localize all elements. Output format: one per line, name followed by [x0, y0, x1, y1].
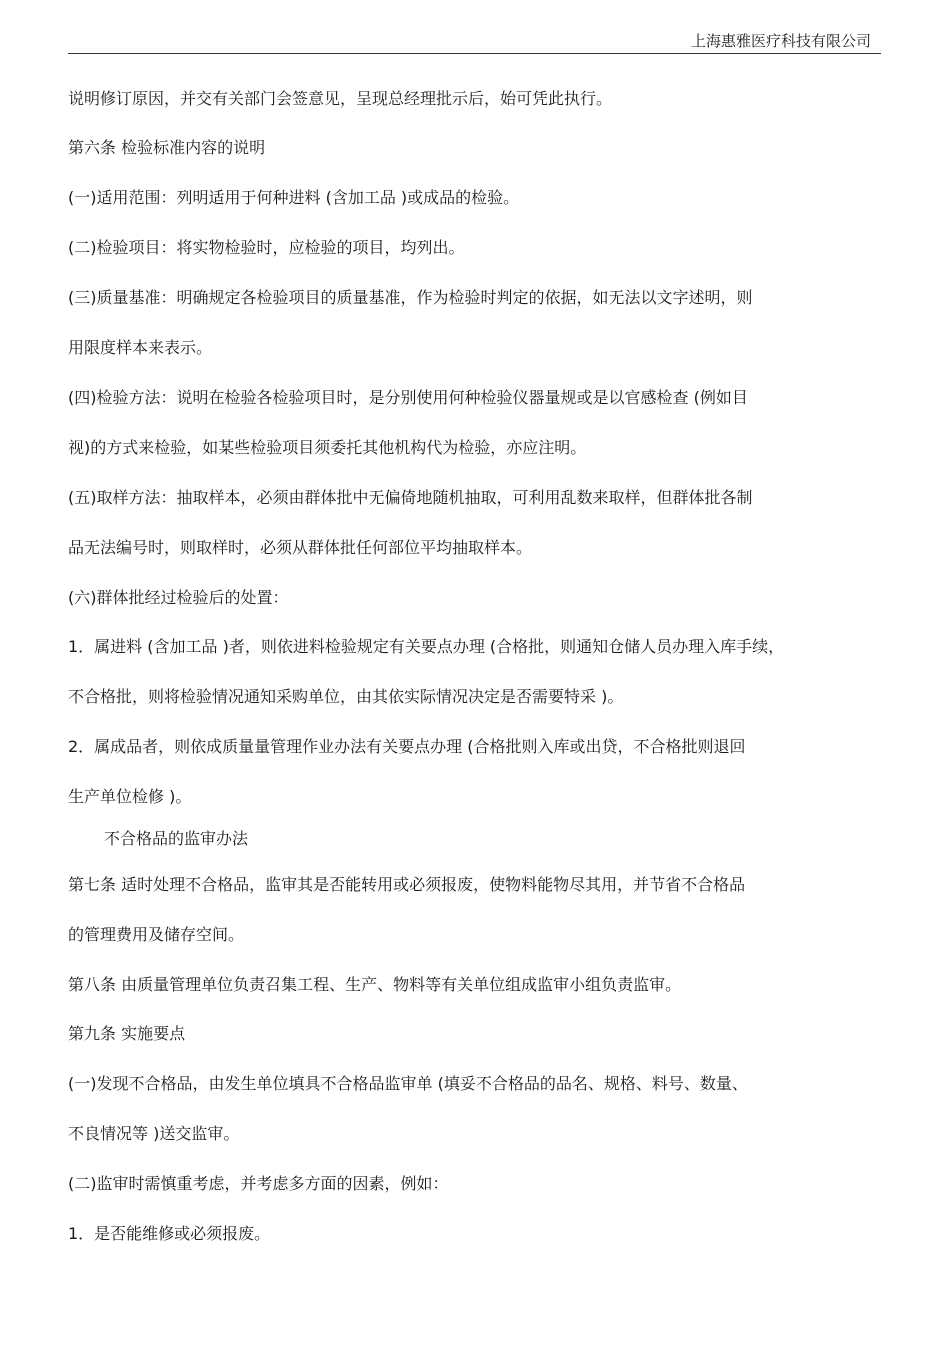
- paragraph-line: (一)发现不合格品，由发生单位填具不合格品监审单 (填妥不合格品的品名、规格、料号、数量、: [68, 1074, 748, 1093]
- company-name: 上海惠雅医疗科技有限公司: [690, 32, 871, 50]
- paragraph-line: 不合格批，则将检验情况通知采购单位，由其依实际情况决定是否需要特采 )。: [68, 687, 624, 706]
- paragraph-line: 视)的方式来检验，如某些检验项目须委托其他机构代为检验，亦应注明。: [68, 438, 587, 457]
- paragraph-line: (二)监审时需慎重考虑，并考虑多方面的因素，例如：: [68, 1174, 449, 1193]
- paragraph-line: 1．是否能维修或必须报废。: [68, 1224, 271, 1243]
- paragraph-line: (五)取样方法：抽取样本，必须由群体批中无偏倚地随机抽取，可利用乱数来取样，但群体批各制: [68, 488, 753, 507]
- article-9-heading: 第九条 实施要点: [68, 1024, 186, 1043]
- paragraph-line: (二)检验项目：将实物检验时，应检验的项目，均列出。: [68, 238, 465, 257]
- paragraph-line: 生产单位检修 )。: [68, 787, 192, 806]
- paragraph-line: 不良情况等 )送交监审。: [68, 1124, 240, 1143]
- article-6-heading: 第六条 检验标准内容的说明: [68, 138, 266, 157]
- section-heading: 不合格品的监审办法: [104, 829, 249, 848]
- article-8-line: 第八条 由质量管理单位负责召集工程、生产、物料等有关单位组成监审小组负责监审。: [68, 975, 682, 994]
- paragraph-line: 1．属进料 (含加工品 )者，则依进料检验规定有关要点办理 (合格批，则通知仓储人员办理入库手续，: [68, 637, 785, 656]
- paragraph-line: 用限度样本来表示。: [68, 338, 213, 357]
- paragraph-line: (六)群体批经过检验后的处置：: [68, 588, 289, 607]
- paragraph-line: 的管理费用及储存空间。: [68, 925, 245, 944]
- paragraph-line: 2．属成品者，则依成质量量管理作业办法有关要点办理 (合格批则入库或出贷，不合格批则退回: [68, 737, 746, 756]
- article-7-line: 第七条 适时处理不合格品，监审其是否能转用或必须报废，使物料能物尽其用，并节省不合格品: [68, 875, 746, 894]
- paragraph-line: (一)适用范围：列明适用于何种进料 (含加工品 )或成品的检验。: [68, 188, 520, 207]
- paragraph-line: 说明修订原因，并交有关部门会签意见，呈现总经理批示后，始可凭此执行。: [68, 89, 613, 108]
- paragraph-line: (三)质量基准：明确规定各检验项目的质量基准，作为检验时判定的依据，如无法以文字述明，则: [68, 288, 753, 307]
- paragraph-line: 品无法编号时，则取样时，必须从群体批任何部位平均抽取样本。: [68, 538, 533, 557]
- paragraph-line: (四)检验方法：说明在检验各检验项目时，是分别使用何种检验仪器量规或是以官感检查 (例如目: [68, 388, 748, 407]
- header-divider: [68, 53, 881, 54]
